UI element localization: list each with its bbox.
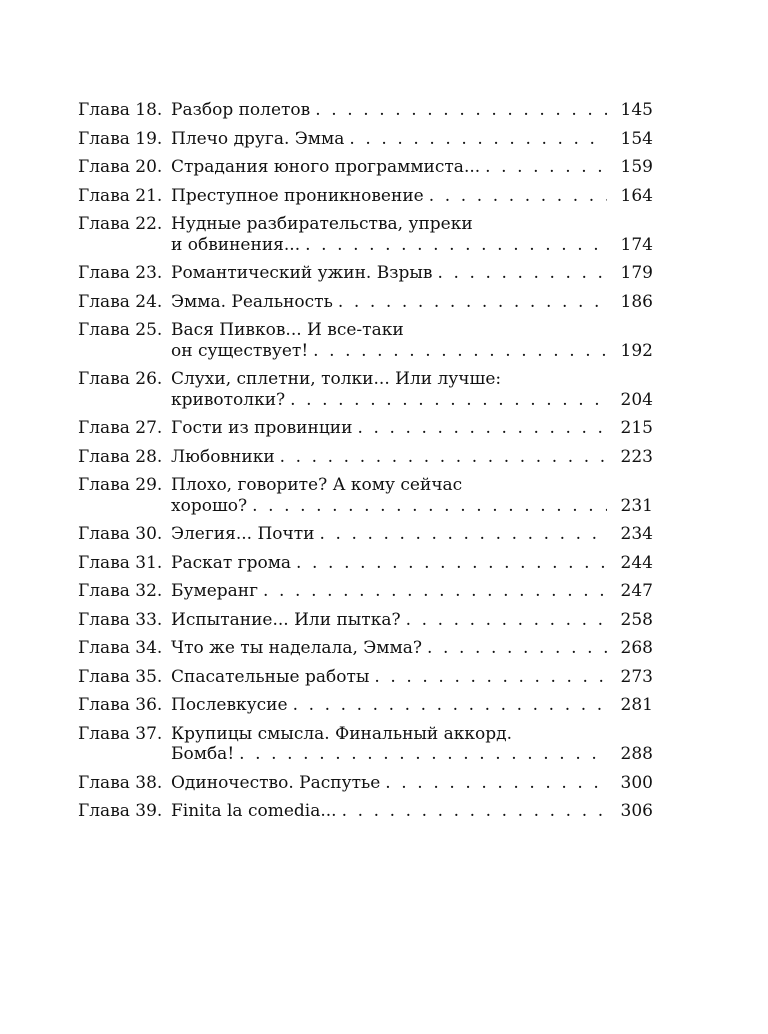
chapter-label: Глава 39. [78, 801, 163, 821]
chapter-title: Finita la comedia... [171, 801, 337, 821]
chapter-title-line [171, 667, 653, 688]
chapter-label: Глава 24. [78, 291, 163, 312]
chapter-title: Эмма. Реальность [171, 291, 333, 312]
page-number: 281 [620, 695, 653, 715]
chapter-title: Элегия... Почти [171, 524, 315, 544]
chapter-body [171, 292, 653, 313]
chapter-title-line [171, 695, 653, 716]
chapter-title: Что же ты наделала, Эмма? [171, 638, 422, 658]
chapter-title: Бумеранг [171, 581, 259, 601]
page-number: 179 [620, 263, 653, 283]
chapter-body [171, 524, 653, 545]
chapter-title: Преступное проникновение [171, 185, 424, 206]
chapter-label: Глава 36. [78, 695, 163, 715]
chapter-body [171, 186, 653, 207]
chapter-title-line [171, 390, 653, 411]
dot-leader [422, 638, 607, 659]
chapter-body [171, 724, 653, 765]
chapter-body [171, 369, 653, 410]
toc-entry [78, 320, 653, 361]
page-number: 192 [620, 340, 653, 361]
dot-leader [234, 744, 607, 765]
toc-entry [78, 157, 653, 178]
chapter-body [171, 773, 653, 794]
chapter-body [171, 638, 653, 659]
chapter-title-line [171, 369, 653, 390]
toc-entry [78, 292, 653, 313]
page-number: 164 [620, 185, 653, 206]
toc-entry [78, 610, 653, 631]
chapter-label: Глава 28. [78, 446, 163, 467]
toc-entry [78, 100, 653, 121]
chapter-title-line [171, 214, 653, 235]
chapter-label: Глава 37. [78, 723, 163, 744]
page-number: 215 [620, 418, 653, 438]
dot-leader [480, 157, 607, 178]
dot-leader [333, 292, 607, 313]
page-number: 145 [620, 100, 653, 120]
page-number: 273 [620, 666, 653, 687]
toc-entry [78, 667, 653, 688]
chapter-body [171, 214, 653, 255]
chapter-title: Гости из провинции [171, 418, 353, 438]
chapter-title: Испытание... Или пытка? [171, 609, 401, 630]
chapter-label: Глава 23. [78, 263, 163, 283]
page-number: 288 [620, 744, 653, 764]
toc-entry [78, 186, 653, 207]
chapter-body [171, 157, 653, 178]
chapter-label: Глава 25. [78, 320, 163, 340]
table-of-contents [78, 100, 653, 830]
chapter-body [171, 447, 653, 468]
page-number: 159 [620, 157, 653, 177]
page-number: 244 [620, 552, 653, 573]
dot-leader [432, 263, 607, 284]
chapter-body [171, 801, 653, 822]
chapter-label: Глава 27. [78, 418, 163, 438]
chapter-label: Глава 29. [78, 475, 163, 495]
toc-entry [78, 724, 653, 765]
chapter-label: Глава 19. [78, 128, 163, 149]
dot-leader [258, 581, 607, 602]
page-number: 154 [620, 128, 653, 149]
toc-entry [78, 801, 653, 822]
chapter-title-line [171, 610, 653, 631]
dot-leader [314, 524, 607, 545]
dot-leader [291, 553, 607, 574]
dot-leader [344, 129, 607, 150]
chapter-title-line [171, 581, 653, 602]
chapter-body [171, 129, 653, 150]
chapter-title: Слухи, сплетни, толки... Или лучше: [171, 369, 502, 389]
chapter-title: Бомба! [171, 744, 235, 764]
chapter-label: Глава 32. [78, 581, 163, 601]
dot-leader [308, 341, 607, 362]
toc-entry [78, 773, 653, 794]
chapter-title: Любовники [171, 446, 275, 467]
chapter-label: Глава 38. [78, 772, 163, 793]
chapter-title: Крупицы смысла. Финальный аккорд. [171, 723, 513, 744]
chapter-label: Глава 18. [78, 100, 163, 120]
chapter-title-line [171, 524, 653, 545]
chapter-title: кривотолки? [171, 389, 286, 410]
chapter-title-line [171, 235, 653, 256]
chapter-title: Плохо, говорите? А кому сейчас [171, 475, 463, 495]
chapter-title: Нудные разбирательства, упреки [171, 214, 473, 234]
page-number: 234 [620, 524, 653, 544]
dot-leader [288, 695, 607, 716]
toc-entry [78, 214, 653, 255]
chapter-title: Раскат грома [171, 552, 292, 573]
chapter-title-line [171, 100, 653, 121]
chapter-title-line [171, 157, 653, 178]
page-number: 300 [620, 772, 653, 793]
page-number: 174 [620, 234, 653, 255]
chapter-title-line [171, 801, 653, 822]
chapter-title-line [171, 320, 653, 341]
chapter-body [171, 581, 653, 602]
chapter-title: Разбор полетов [171, 100, 311, 120]
chapter-title-line [171, 553, 653, 574]
page-number: 306 [620, 801, 653, 821]
toc-entry [78, 581, 653, 602]
chapter-title: и обвинения... [171, 234, 301, 255]
dot-leader [247, 496, 607, 517]
chapter-title-line [171, 129, 653, 150]
chapter-body [171, 553, 653, 574]
chapter-label: Глава 30. [78, 524, 163, 544]
chapter-body [171, 475, 653, 516]
toc-entry [78, 369, 653, 410]
chapter-body [171, 695, 653, 716]
chapter-title: хорошо? [171, 495, 248, 516]
toc-entry [78, 418, 653, 439]
chapter-body [171, 667, 653, 688]
chapter-body [171, 263, 653, 284]
chapter-title-line [171, 475, 653, 496]
page-number: 223 [620, 446, 653, 467]
toc-entry [78, 447, 653, 468]
toc-entry [78, 524, 653, 545]
chapter-title-line [171, 292, 653, 313]
chapter-title-line [171, 744, 653, 765]
chapter-label: Глава 22. [78, 214, 163, 234]
page-number: 231 [620, 495, 653, 516]
dot-leader [300, 235, 607, 256]
chapter-title-line [171, 418, 653, 439]
chapter-label: Глава 20. [78, 157, 163, 177]
chapter-body [171, 100, 653, 121]
dot-leader [337, 801, 607, 822]
chapter-title-line [171, 724, 653, 745]
dot-leader [310, 100, 607, 121]
chapter-title: Вася Пивков... И все-таки [171, 320, 404, 340]
dot-leader [380, 773, 607, 794]
chapter-body [171, 320, 653, 361]
chapter-title: Романтический ужин. Взрыв [171, 263, 433, 283]
chapter-title-line [171, 447, 653, 468]
toc-entry [78, 638, 653, 659]
chapter-title: Страдания юного программиста... [171, 157, 481, 177]
dot-leader [352, 418, 607, 439]
chapter-body [171, 610, 653, 631]
dot-leader [401, 610, 607, 631]
toc-entry [78, 695, 653, 716]
page-number: 258 [620, 609, 653, 630]
chapter-body [171, 418, 653, 439]
chapter-title-line [171, 638, 653, 659]
toc-entry [78, 129, 653, 150]
chapter-title: Одиночество. Распутье [171, 772, 381, 793]
page-number: 204 [620, 389, 653, 410]
chapter-title: Спасательные работы [171, 666, 370, 687]
chapter-label: Глава 21. [78, 185, 163, 206]
page-number: 247 [620, 581, 653, 601]
dot-leader [424, 186, 607, 207]
dot-leader [369, 667, 607, 688]
page-number: 186 [620, 291, 653, 312]
dot-leader [275, 447, 607, 468]
chapter-label: Глава 34. [78, 638, 163, 658]
chapter-title: Плечо друга. Эмма [171, 128, 345, 149]
chapter-title-line [171, 186, 653, 207]
chapter-label: Глава 35. [78, 666, 163, 687]
toc-entry [78, 263, 653, 284]
dot-leader [285, 390, 607, 411]
toc-entry [78, 475, 653, 516]
chapter-label: Глава 31. [78, 552, 163, 573]
chapter-label: Глава 26. [78, 369, 163, 389]
chapter-title-line [171, 263, 653, 284]
chapter-title-line [171, 496, 653, 517]
chapter-title-line [171, 773, 653, 794]
chapter-title-line [171, 341, 653, 362]
chapter-label: Глава 33. [78, 609, 163, 630]
chapter-title: Послевкусие [171, 695, 288, 715]
toc-entry [78, 553, 653, 574]
page-number: 268 [620, 638, 653, 658]
chapter-title: он существует! [171, 340, 309, 361]
